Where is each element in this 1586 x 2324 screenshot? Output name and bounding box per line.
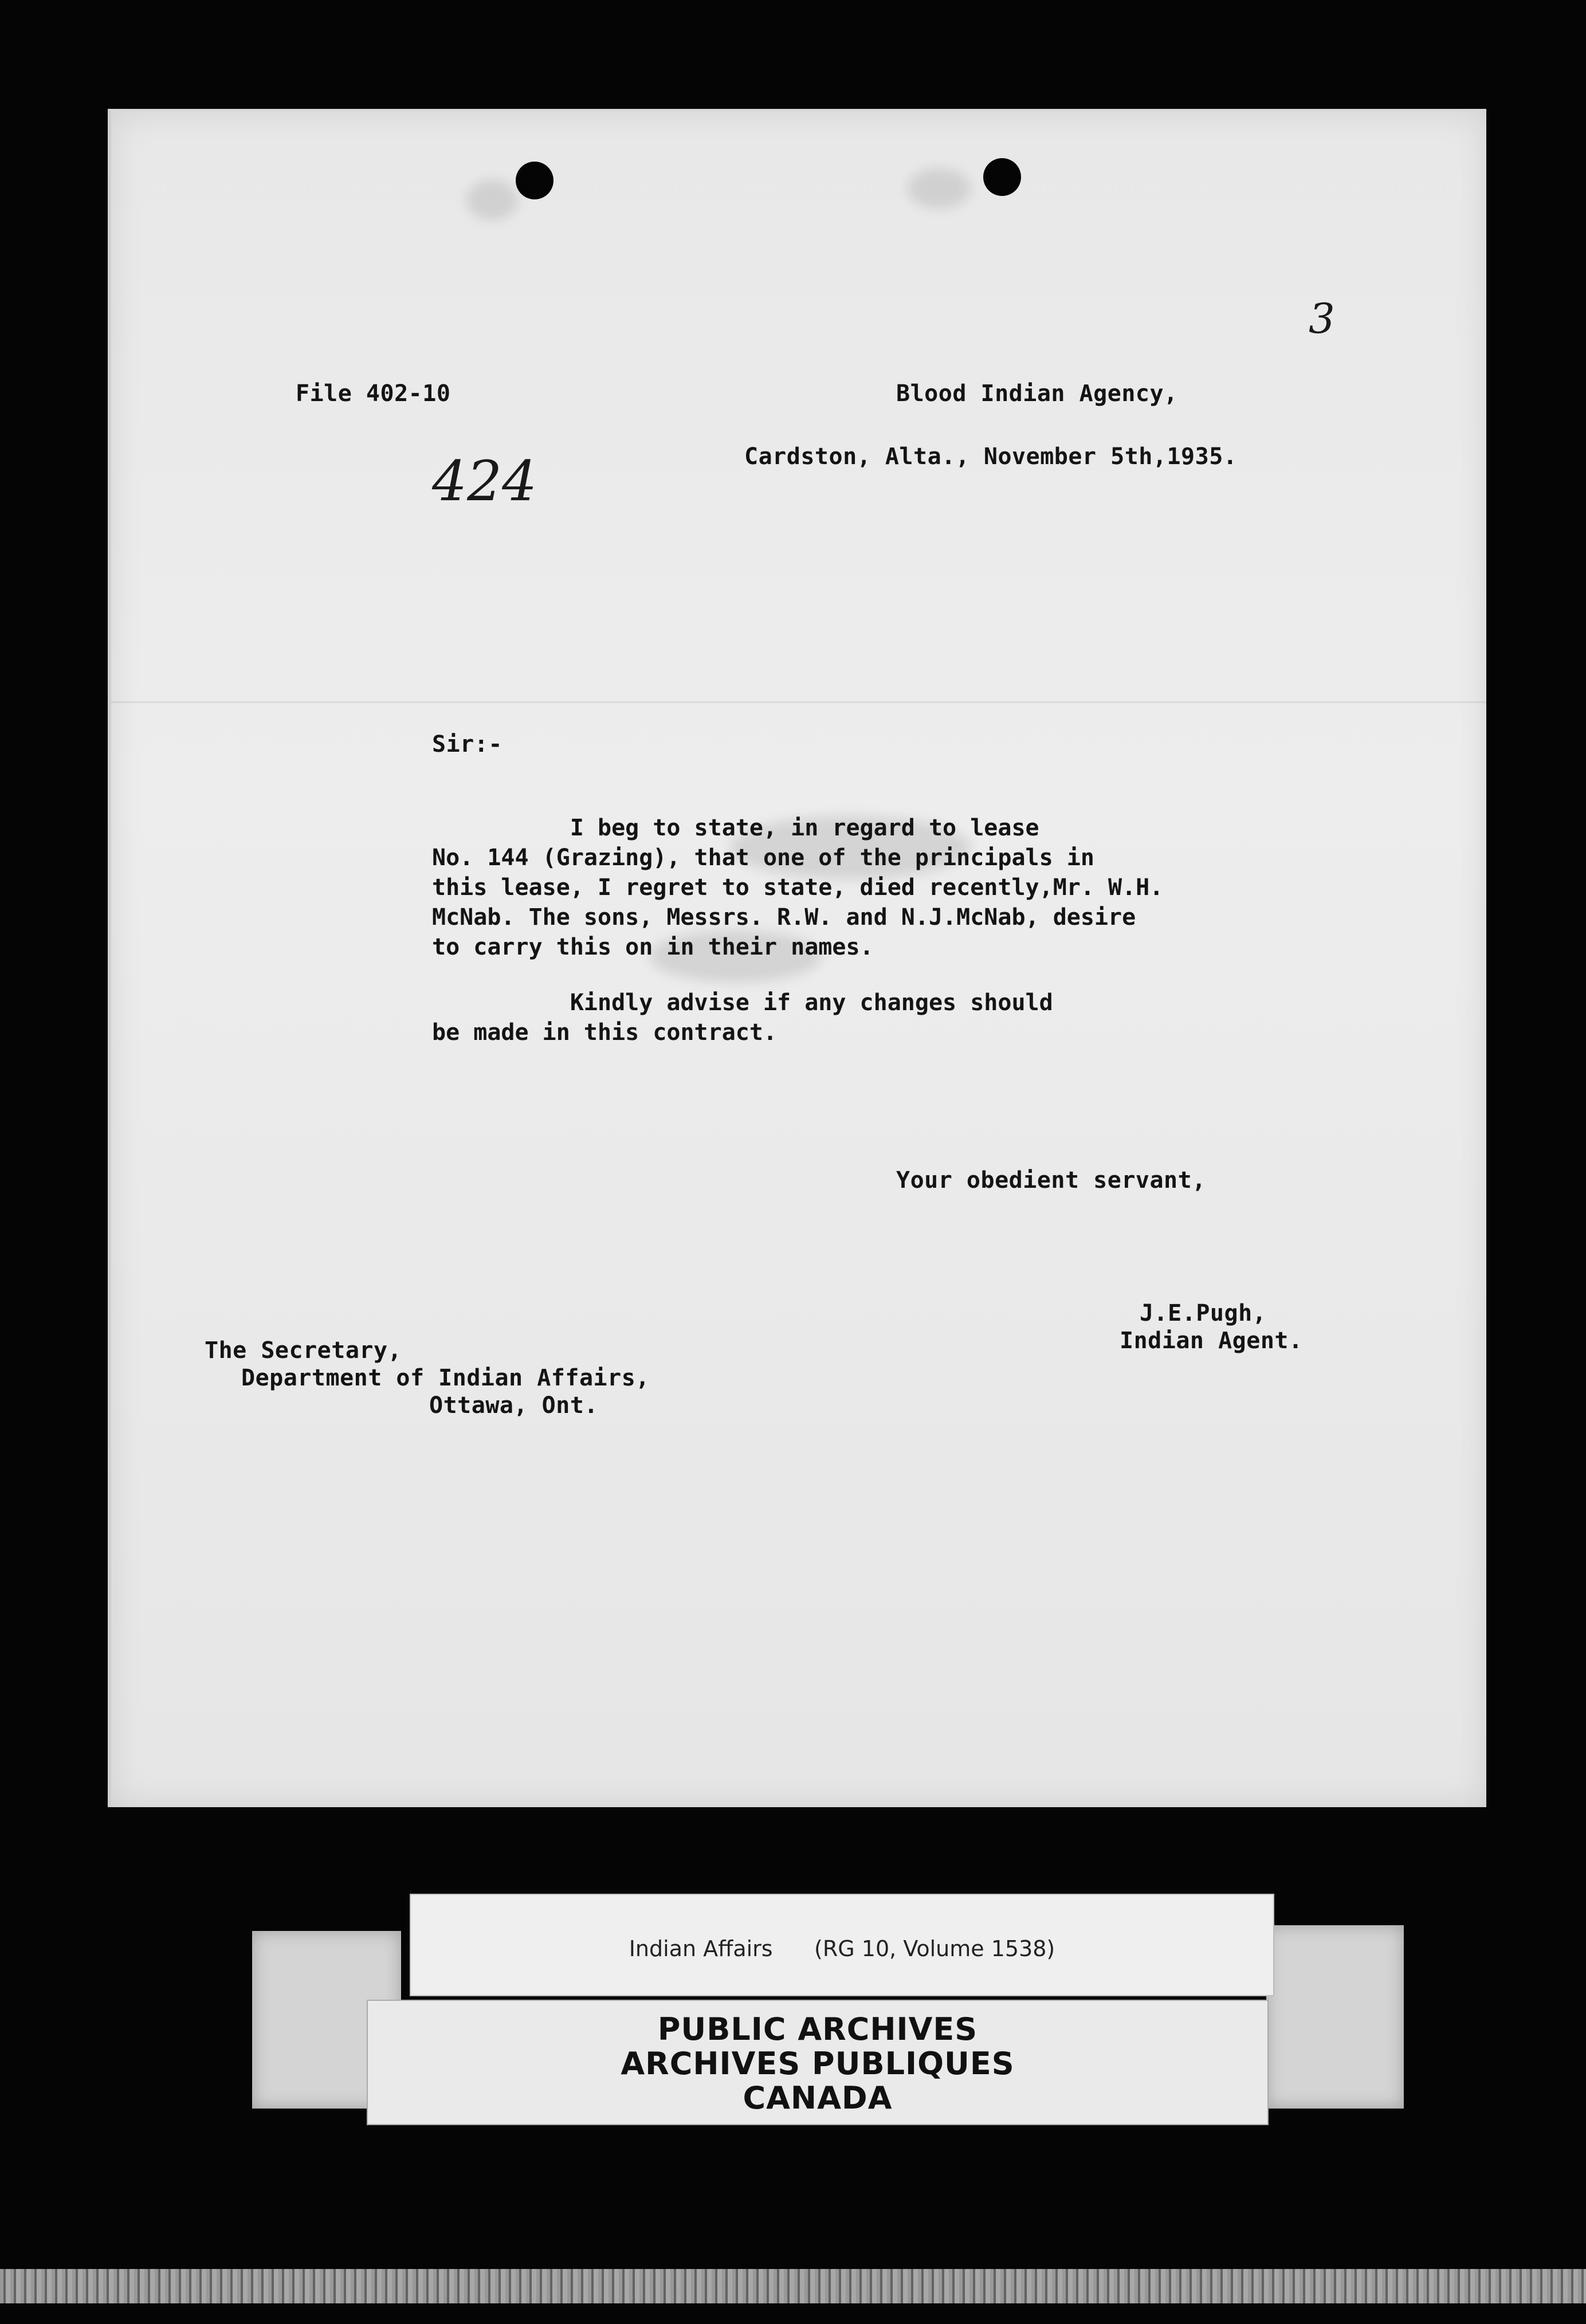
recipient-line-1: The Secretary, <box>205 1337 402 1364</box>
recipient-line-3: Ottawa, Ont. <box>429 1392 598 1419</box>
letter-page <box>108 109 1486 1807</box>
salutation: Sir:- <box>432 731 503 757</box>
archive-reference-label <box>410 1894 1274 1996</box>
recipient-line-2: Department of Indian Affairs, <box>241 1365 650 1391</box>
archive-caption: Indian Affairs (RG 10, Volume 1538) <box>629 1936 1055 1961</box>
page-fold-line <box>111 701 1486 703</box>
film-edge <box>0 2269 1586 2303</box>
signer-name: J.E.Pugh, <box>1140 1300 1267 1326</box>
closing: Your obedient servant, <box>896 1167 1206 1194</box>
punch-hole-left <box>516 162 553 199</box>
letter-paragraph-1: I beg to state, in regard to lease No. 144 (Grazing), that one of the principals in this lease, I regret to state, died recently,Mr. W.H. McNab. The sons, Messrs. R.W. and N.J.McNab, desire to carry this on in their names. <box>432 815 1164 960</box>
file-annotation: 424 <box>432 449 537 513</box>
punch-hole-right <box>983 158 1021 196</box>
place-date: Cardston, Alta., November 5th,1935. <box>744 443 1238 470</box>
letter-paragraph-2: Kindly advise if any changes should be made in this contract. <box>432 990 1053 1046</box>
file-reference: File 402-10 <box>296 380 451 407</box>
archive-stamp <box>367 2000 1269 2125</box>
smudge-mark <box>908 168 971 209</box>
signer-title: Indian Agent. <box>1120 1328 1303 1354</box>
stamp-line-1: PUBLIC ARCHIVES <box>657 2011 978 2047</box>
sender-agency: Blood Indian Agency, <box>896 380 1178 407</box>
stamp-line-2: ARCHIVES PUBLIQUES <box>621 2046 1015 2082</box>
page-number: 3 <box>1309 295 1335 343</box>
smudge-mark <box>466 180 518 220</box>
tape-right <box>1266 1925 1404 2109</box>
stamp-line-3: CANADA <box>743 2080 893 2116</box>
